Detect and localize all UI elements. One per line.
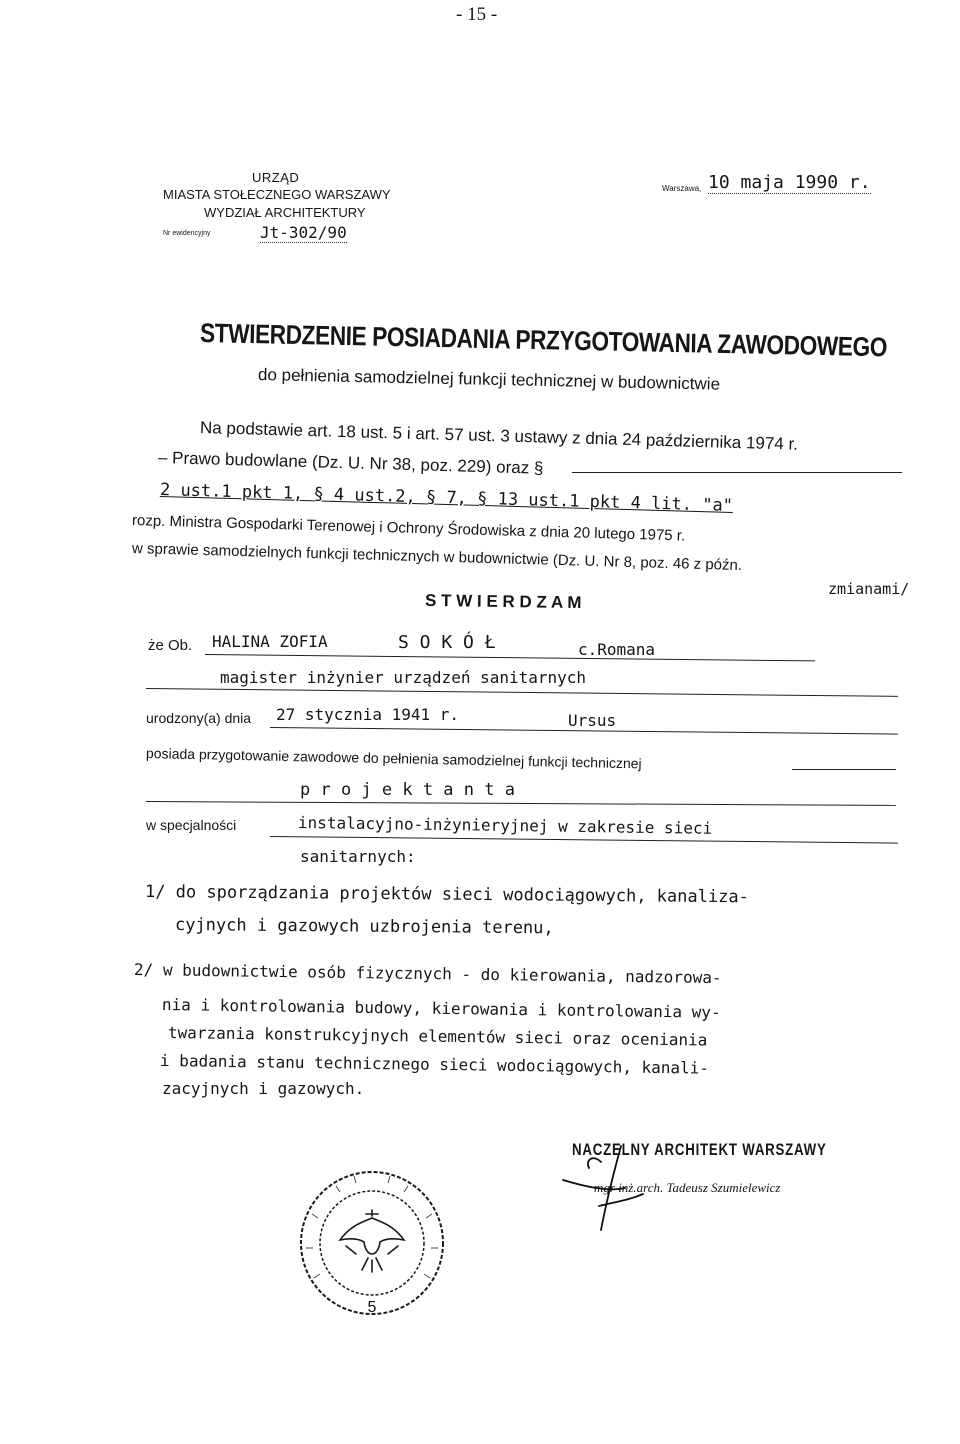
basis-line-4: rozp. Ministra Gospodarki Terenowej i Ochrony Środowiska z dnia 20 lutego 1975 r.: [131, 512, 686, 545]
person-name-rule: [205, 654, 815, 661]
scope-item2-line4: i badania stanu technicznego sieci wodociągowych, kanali-: [159, 1051, 710, 1078]
scope-item2-line2: nia i kontrolowania budowy, kierowania i kontrolowania wy-: [161, 995, 721, 1022]
basis-line-2: – Prawo budowlane (Dz. U. Nr 38, poz. 229) oraz §: [157, 448, 544, 478]
ref-label: Nr ewidencyjny: [163, 230, 211, 237]
scope-item2-line3: twarzania konstrukcyjnych elementów sieci oraz oceniania: [167, 1023, 708, 1050]
person-title: magister inżynier urządzeń sanitarnych: [220, 668, 587, 687]
birth-place: Ursus: [568, 711, 617, 730]
office-line-3: WYDZIAŁ ARCHITEKTURY: [204, 205, 366, 220]
declaration-heading: S T W I E R D Z A M: [424, 590, 582, 613]
born-value: 27 stycznia 1941 r.: [276, 705, 460, 724]
person-surname: S O K Ó Ł: [398, 632, 496, 653]
basis-line-6: zmianami/: [828, 580, 910, 598]
qualification-rule-1: [792, 769, 896, 770]
person-prefix: że Ob.: [148, 637, 193, 654]
office-line-2: MIASTA STOŁECZNEGO WARSZAWY: [163, 187, 391, 202]
page-number: - 15 -: [456, 4, 498, 25]
basis-line-3: 2 ust.1 pkt 1, § 4 ust.2, § 7, § 13 ust.1 pkt 4 lit. "a": [159, 480, 734, 516]
signer-name: mgr inż.arch. Tadeusz Szumielewicz: [594, 1180, 781, 1195]
person-title-rule: [146, 688, 898, 697]
specialty-value-2: sanitarnych:: [300, 847, 416, 866]
scope-item1-line2: cyjnych i gazowych uzbrojenia terenu,: [174, 915, 554, 939]
architect-stamp-title: NACZELNY ARCHITEKT WARSZAWY: [572, 1140, 827, 1159]
scope-item2-line1: 2/ w budownictwie osób fizycznych - do kierowania, nadzorowa-: [133, 960, 722, 988]
seal-number: 5: [367, 1299, 377, 1316]
official-seal: [296, 1168, 448, 1318]
specialty-rule: [270, 836, 898, 844]
person-name: HALINA ZOFIA: [212, 632, 328, 651]
basis-line-2-rule: [572, 472, 902, 473]
scope-item2-line5: zacyjnych i gazowych.: [162, 1079, 365, 1098]
date-value: 10 maja 1990 r.: [708, 172, 871, 193]
ref-value: Jt-302/90: [260, 223, 347, 242]
specialty-value-1: instalacyjno-inżynieryjnej w zakresie sieci: [297, 813, 713, 838]
date-label: Warszawa,: [662, 184, 702, 193]
document-title: STWIERDZENIE POSIADANIA PRZYGOTOWANIA ZAWODOWEGO: [199, 318, 888, 363]
eagle-emblem: [340, 1210, 404, 1272]
function-name: p r o j e k t a n t a: [300, 780, 515, 800]
handwritten-signature: [555, 1128, 695, 1238]
scope-item1-line1: 1/ do sporządzania projektów sieci wodociągowych, kanaliza-: [144, 882, 749, 908]
qualification-label: posiada przygotowanie zawodowe do pełnienia samodzielnej funkcji technicznej: [145, 745, 642, 772]
person-father: c.Romana: [578, 640, 656, 659]
function-rule: [146, 801, 896, 806]
document-subtitle: do pełnienia samodzielnej funkcji technicznej w budownictwie: [257, 365, 721, 394]
basis-line-1: Na podstawie art. 18 ust. 5 i art. 57 ust. 3 ustawy z dnia 24 października 1974 r.: [199, 418, 799, 454]
basis-line-5: w sprawie samodzielnych funkcji technicznych w budownictwie (Dz. U. Nr 8, poz. 46 z późn.: [131, 540, 743, 575]
specialty-label: w specjalności: [146, 817, 237, 833]
born-label: urodzony(a) dnia: [146, 710, 252, 726]
office-line-1: URZĄD: [252, 170, 300, 185]
